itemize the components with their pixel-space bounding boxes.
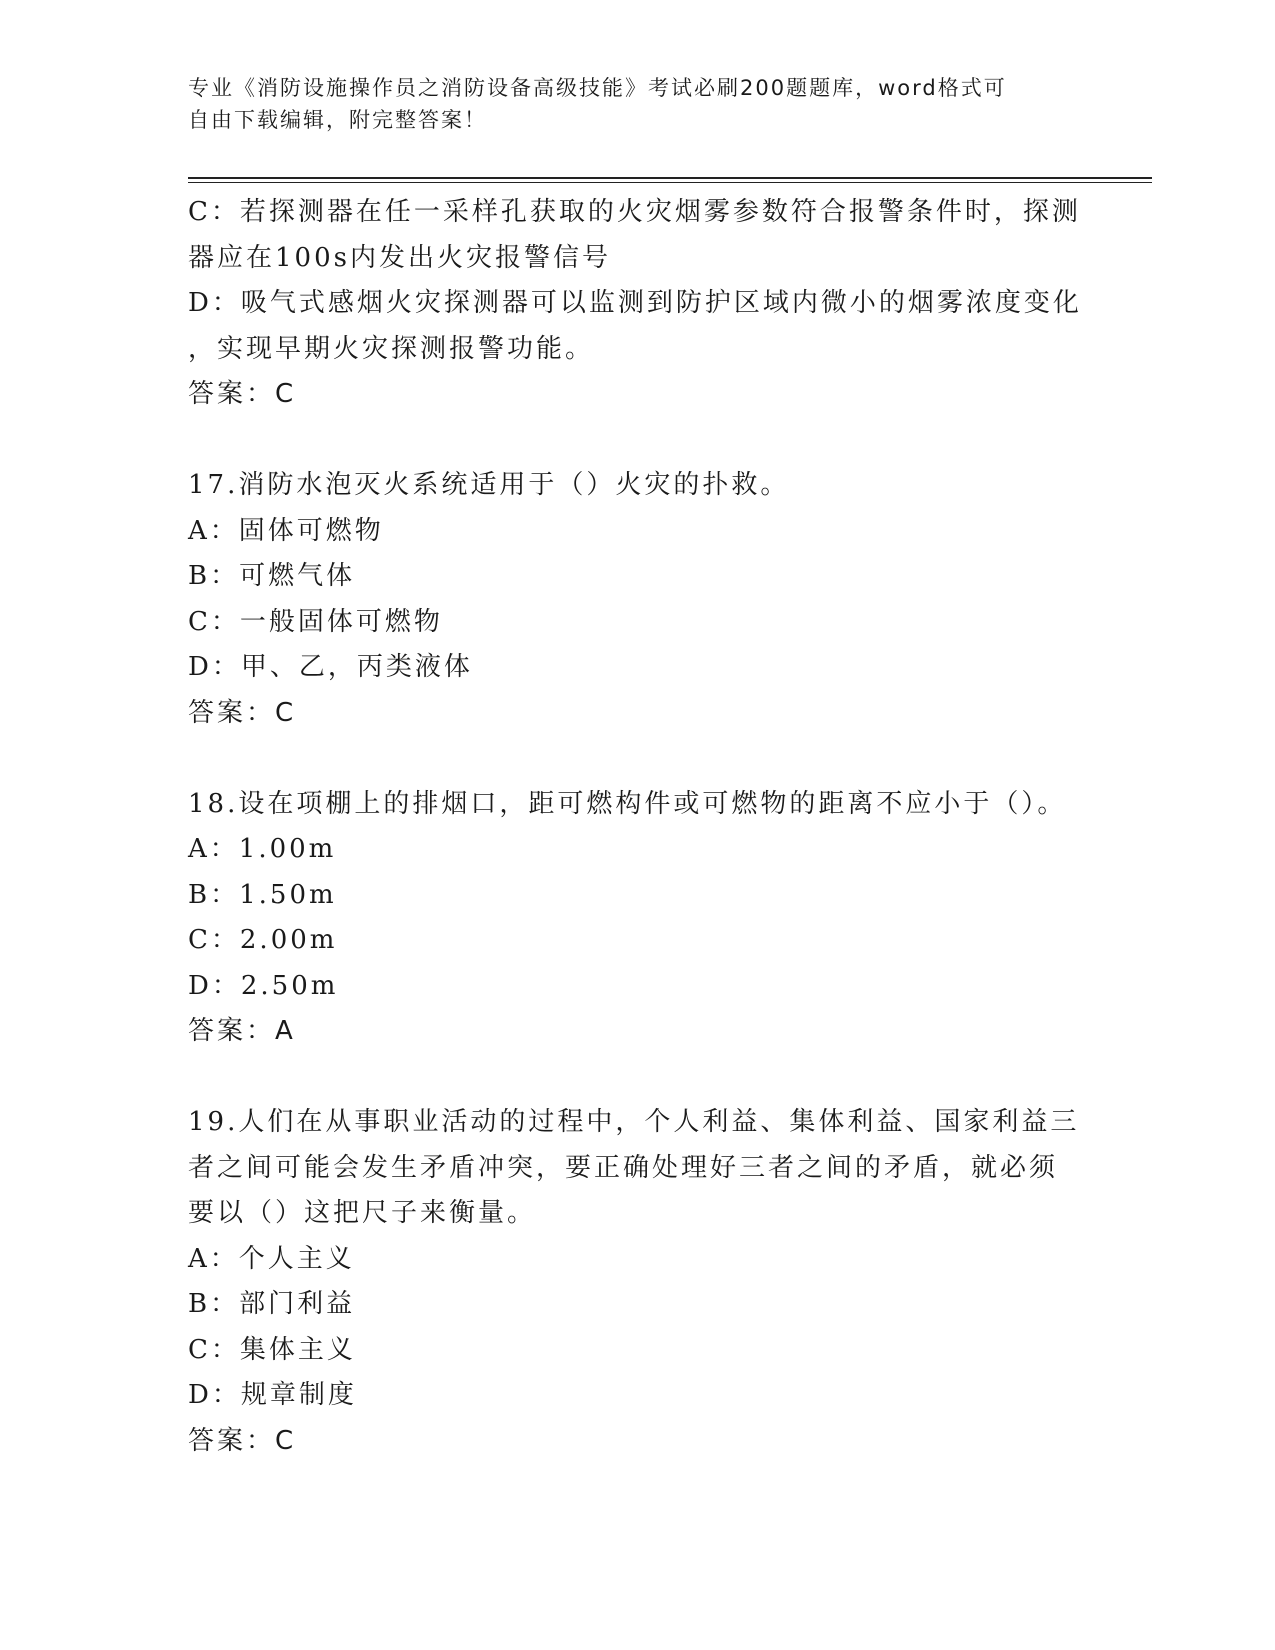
question-text: 17.消防水泡灭火系统适用于（）火灾的扑救。 [188,470,790,500]
option-a: A：1.00m [188,834,337,864]
document-header [188,72,1068,136]
answer: 答案：C [188,1425,297,1456]
header-line-1: 专业《消防设施操作员之消防设备高级技能》考试必刷200题题库，word格式可 [188,76,1007,100]
option-b: B：1.50m [188,879,337,910]
question-text-line-1: 19.人们在从事职业活动的过程中，个人利益、集体利益、国家利益三 [188,1107,1080,1137]
option-c: C：集体主义 [188,1334,356,1365]
spacer [188,1055,1088,1101]
option-c-line-2: 器应在100s内发出火灾报警信号 [188,242,611,273]
question-19 [188,1100,1088,1464]
question-17 [188,463,1088,736]
question-text-line-2: 者之间可能会发生矛盾冲突，要正确处理好三者之间的矛盾，就必须 [188,1152,1059,1183]
option-c: C：2.00m [188,925,338,955]
question-list [188,190,1088,1464]
option-b: B：可燃气体 [188,561,356,591]
option-d-line-2: ，实现早期火灾探测报警功能。 [188,333,595,364]
spacer [188,418,1088,464]
spacer [188,736,1088,782]
option-d: D：规章制度 [188,1380,357,1410]
question-text-line-3: 要以（）这把尺子来衡量。 [188,1198,537,1228]
answer: 答案：C [188,379,297,409]
option-c-line-1: C：若探测器在任一采样孔获取的火灾烟雾参数符合报警条件时，探测 [188,197,1081,227]
option-a: A：固体可燃物 [188,515,384,546]
question-18 [188,782,1088,1055]
option-d: D：甲、乙，丙类液体 [188,652,473,682]
option-c: C：一般固体可燃物 [188,606,443,637]
question-text: 18.设在项棚上的排烟口，距可燃构件或可燃物的距离不应小于（）。 [188,788,1067,819]
question-16-tail [188,190,1088,418]
header-divider-thin [188,182,1152,183]
answer: 答案：A [188,1016,296,1046]
option-d-line-1: D：吸气式感烟火灾探测器可以监测到防护区域内微小的烟雾浓度变化 [188,288,1082,318]
option-b: B：部门利益 [188,1289,356,1319]
header-divider-thick [188,177,1152,179]
answer: 答案：C [188,697,297,728]
option-a: A：个人主义 [188,1243,355,1274]
option-d: D：2.50m [188,970,339,1001]
header-line-2: 自由下载编辑，附完整答案！ [188,108,487,132]
